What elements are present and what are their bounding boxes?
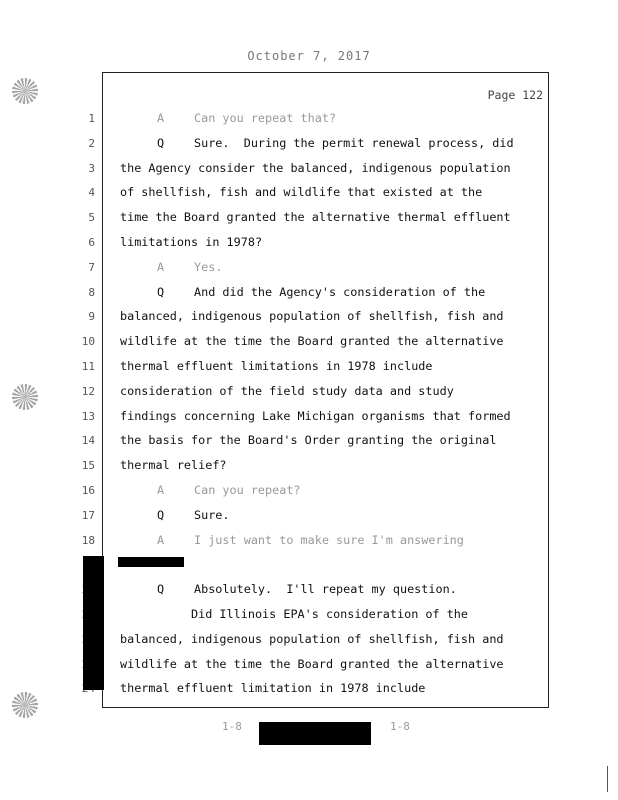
line-number: 5 — [88, 211, 95, 225]
line-number: 4 — [88, 186, 95, 200]
speaker-label: Q — [157, 284, 165, 299]
line-text: balanced, indigenous population of shellfish, fish and — [120, 309, 504, 324]
line-text: balanced, indigenous population of shellfish, fish and — [120, 631, 504, 646]
punch-hole-middle — [12, 384, 38, 410]
line-text: Did Illinois EPA's consideration of the — [120, 607, 469, 621]
line-number: 1 — [88, 112, 95, 125]
line-text: Sure. During the permit renewal process, did — [194, 135, 514, 150]
transcript-line — [0, 382, 618, 402]
transcript-line — [0, 258, 618, 278]
line-number: 9 — [88, 310, 95, 324]
speaker-label: A — [157, 259, 165, 274]
transcript-line — [0, 407, 618, 427]
line-number: 2 — [88, 136, 95, 150]
punch-hole-bottom — [12, 692, 38, 718]
transcript-line — [0, 357, 618, 377]
speaker-label: Q — [157, 507, 165, 522]
line-text: time the Board granted the alternative thermal effluent — [120, 210, 511, 225]
line-text: the basis for the Board's Order granting the original — [120, 433, 497, 448]
line-number: 6 — [88, 236, 95, 249]
line-text: Absolutely. I'll repeat my question. — [194, 582, 457, 597]
hearing-date: October 7, 2017 — [247, 49, 371, 63]
transcript-line — [0, 233, 618, 253]
corner-mark — [607, 766, 608, 792]
line-number: 7 — [88, 260, 95, 274]
redaction-line-19 — [118, 557, 184, 567]
line-text: wildlife at the time the Board granted the alternative — [120, 656, 504, 671]
line-number: 8 — [88, 285, 95, 299]
redaction-left-bar — [83, 556, 104, 690]
line-number: 12 — [81, 384, 95, 398]
line-text: consideration of the field study data and study — [120, 383, 454, 398]
line-text: thermal effluent limitations in 1978 include — [120, 359, 433, 373]
line-text: And did the Agency's consideration of the — [194, 284, 486, 299]
punch-hole-top — [12, 78, 38, 104]
speaker-label: A — [157, 532, 165, 547]
line-number: 17 — [81, 508, 95, 522]
transcript-line — [0, 431, 618, 451]
transcript-line — [0, 456, 618, 476]
speaker-label: A — [157, 111, 165, 125]
line-text: Can you repeat? — [194, 483, 301, 497]
line-number: 10 — [81, 335, 95, 349]
line-text: Yes. — [194, 259, 223, 274]
line-text: findings concerning Lake Michigan organisms that formed — [120, 408, 511, 423]
line-number: 13 — [81, 409, 95, 423]
line-text: wildlife at the time the Board granted the alternative — [120, 334, 504, 349]
redaction-footer — [259, 722, 371, 745]
transcript-line — [0, 183, 618, 203]
line-text: Sure. — [194, 507, 230, 522]
footer-left: 1-8 — [222, 720, 242, 733]
line-number: 14 — [81, 434, 95, 448]
transcript-line — [0, 134, 618, 154]
line-text: Can you repeat that? — [194, 111, 337, 125]
line-text: thermal relief? — [120, 458, 227, 473]
speaker-label: A — [157, 483, 165, 497]
transcript-line — [0, 208, 618, 228]
line-text: limitations in 1978? — [120, 235, 263, 249]
line-number: 15 — [81, 459, 95, 473]
line-text: I just want to make sure I'm answering — [194, 532, 464, 547]
transcript-line — [0, 109, 618, 129]
line-number: 16 — [81, 484, 95, 497]
transcript-line — [0, 506, 618, 526]
line-number: 3 — [88, 161, 95, 175]
speaker-label: Q — [157, 582, 165, 597]
page-number: Page 122 — [487, 88, 543, 102]
line-number: 11 — [81, 360, 95, 373]
footer-right: 1-8 — [390, 720, 410, 733]
transcript-line — [0, 159, 618, 179]
line-number: 18 — [81, 533, 95, 547]
transcript-line — [0, 332, 618, 352]
transcript-line — [0, 307, 618, 327]
transcript-line — [0, 481, 618, 501]
line-text: thermal effluent limitation in 1978 include — [120, 681, 426, 696]
speaker-label: Q — [157, 135, 165, 150]
transcript-line — [0, 531, 618, 551]
line-text: of shellfish, fish and wildlife that existed at the — [120, 185, 483, 200]
line-text: the Agency consider the balanced, indigenous population — [120, 160, 511, 175]
transcript-line — [0, 283, 618, 303]
